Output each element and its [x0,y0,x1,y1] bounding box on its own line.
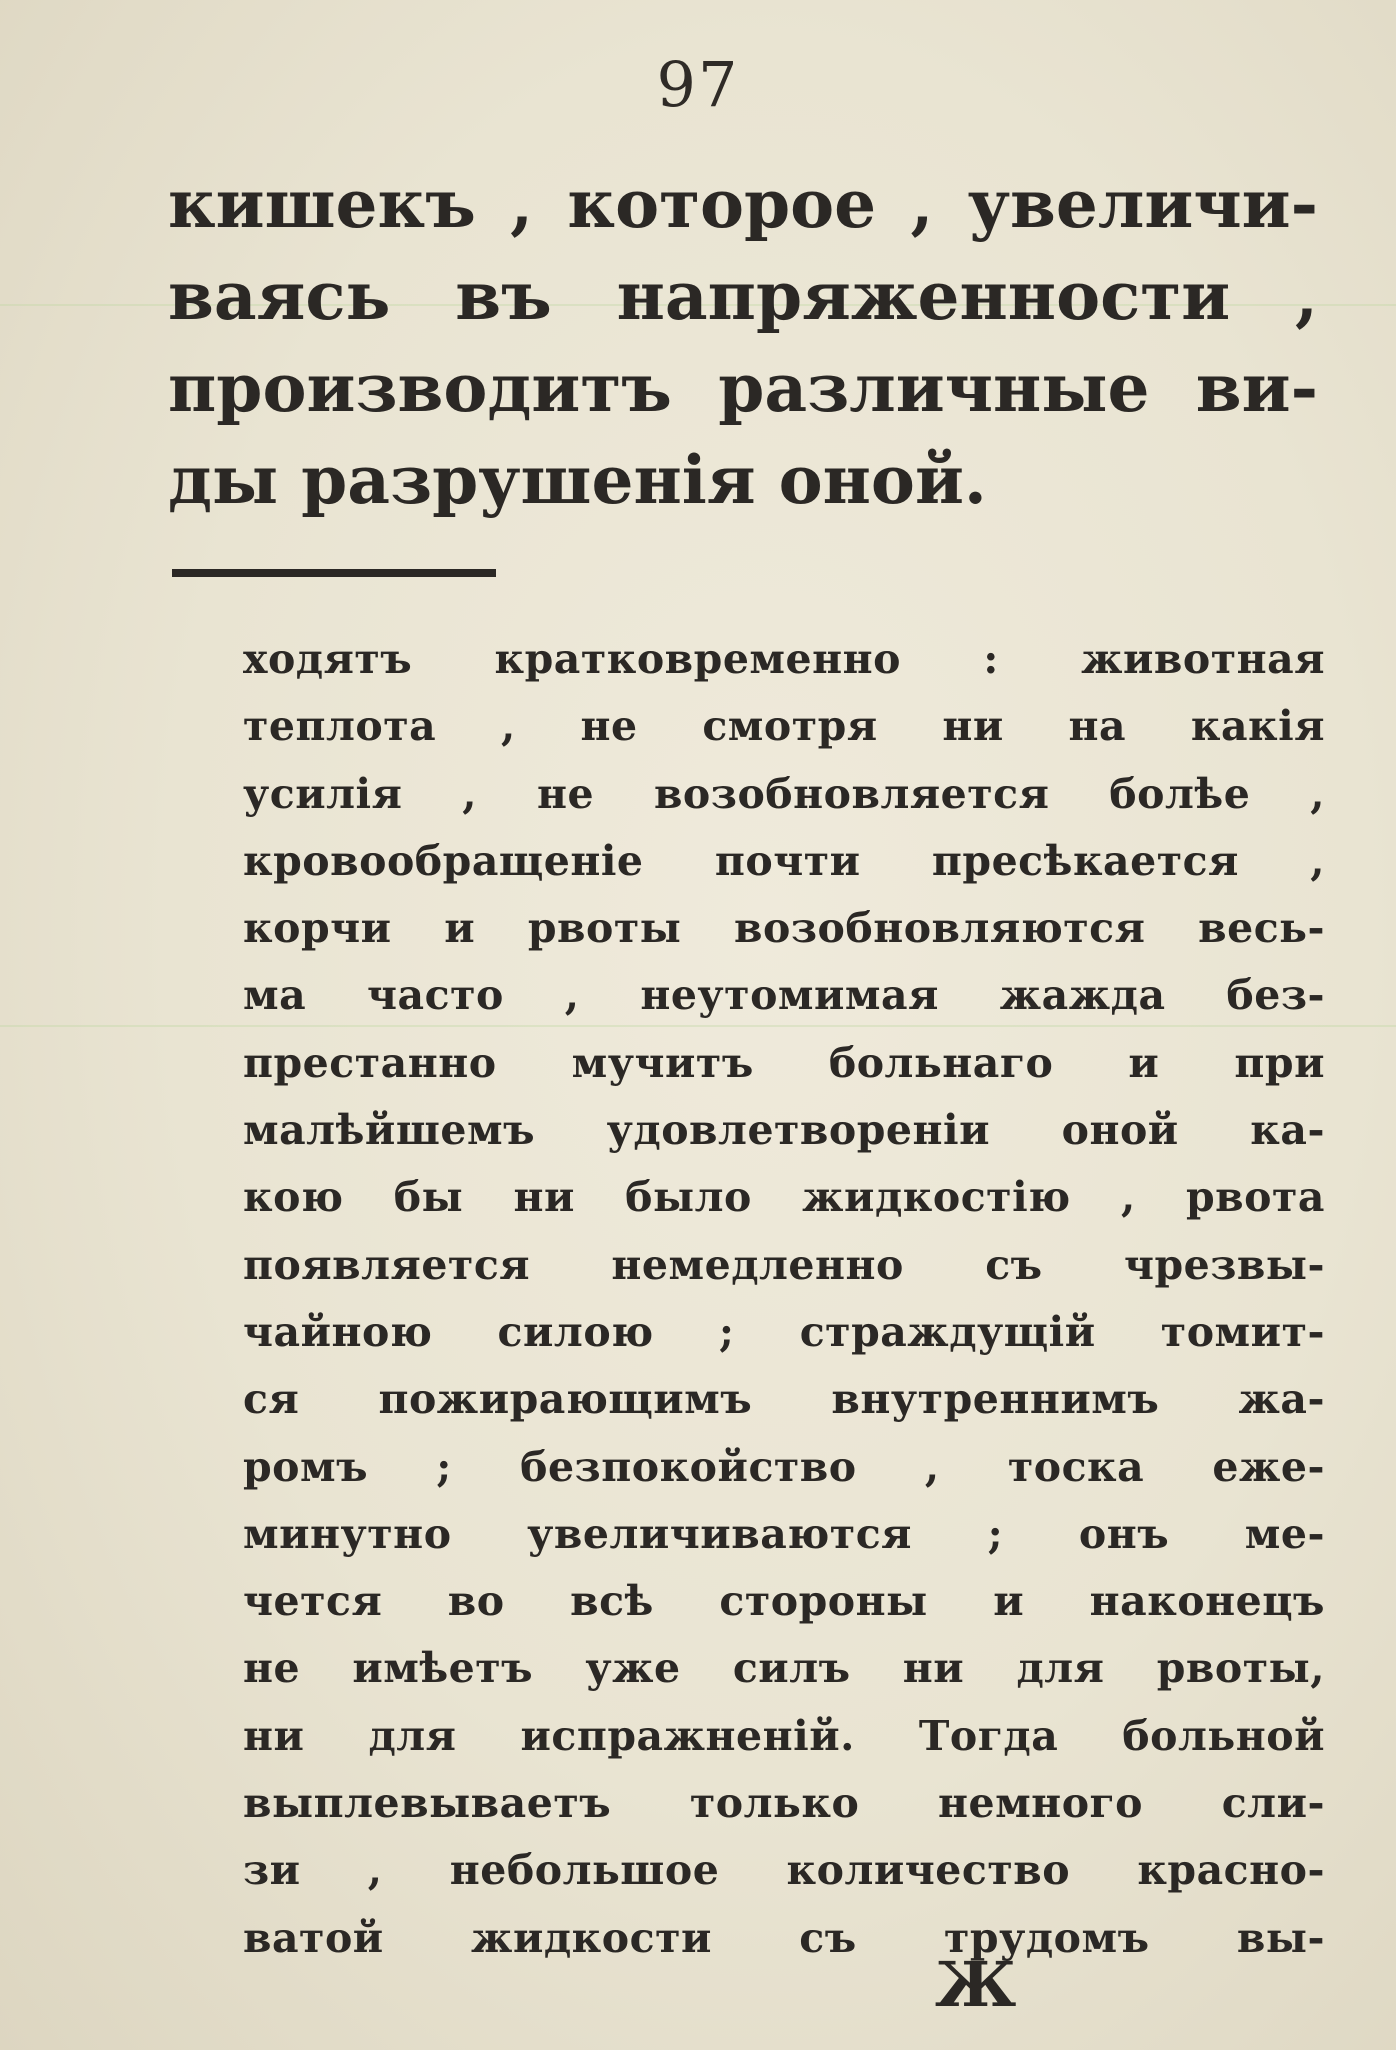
lower-text-line: ма часто , неутомимая жажда без- [243,971,1325,1020]
lower-text-line: не имѣетъ уже силъ ни для рвоты, [243,1644,1325,1693]
lower-text-line: теплота , не смотря ни на какія [243,702,1325,751]
signature-mark: Ж [935,1948,1017,2021]
lower-text-line: ся пожирающимъ внутреннимъ жа- [243,1375,1325,1424]
upper-text-line: производитъ различные ви- [168,349,1318,427]
lower-text-line: зи , небольшое количество красно- [243,1846,1325,1895]
lower-text-line: ни для испражненій. Тогда больной [243,1711,1325,1760]
lower-text-line: чется во всѣ стороны и наконецъ [243,1577,1325,1626]
page-number: 97 [656,48,740,121]
lower-text-line: малѣйшемъ удовлетвореніи оной ка- [243,1106,1325,1155]
lower-text-line: престанно мучитъ больнаго и при [243,1038,1325,1087]
upper-text-line: ды разрушенія оной. [168,441,987,519]
lower-text-line: корчи и рвоты возобновляются весь- [243,904,1325,953]
section-divider-rule [172,569,496,577]
lower-text-line: кою бы ни было жидкостію , рвота [243,1173,1325,1222]
lower-paragraph [243,626,1325,1972]
lower-text-line: ходятъ кратковременно : животная [243,635,1325,683]
lower-text-line: усилія , не возобновляется болѣе , [243,769,1325,818]
lower-text-line: чайною силою ; страждущій томит- [243,1307,1325,1356]
upper-paragraph [168,158,1318,526]
lower-text-line: ватой жидкости съ трудомъ вы- [243,1913,1325,1962]
lower-text-line: выплевываетъ только немного сли- [243,1779,1325,1828]
lower-text-line: минутно увеличиваются ; онъ ме- [243,1509,1325,1558]
upper-text-line: ваясь въ напряженности , [168,257,1318,335]
lower-text-line: кровообращеніе почти пресѣкается , [243,836,1325,885]
upper-text-line: кишекъ , которое , увеличи- [168,165,1318,243]
lower-text-line: появляется немедленно съ чрезвы- [243,1240,1325,1289]
lower-text-line: ромъ ; безпокойство , тоска еже- [243,1442,1325,1491]
